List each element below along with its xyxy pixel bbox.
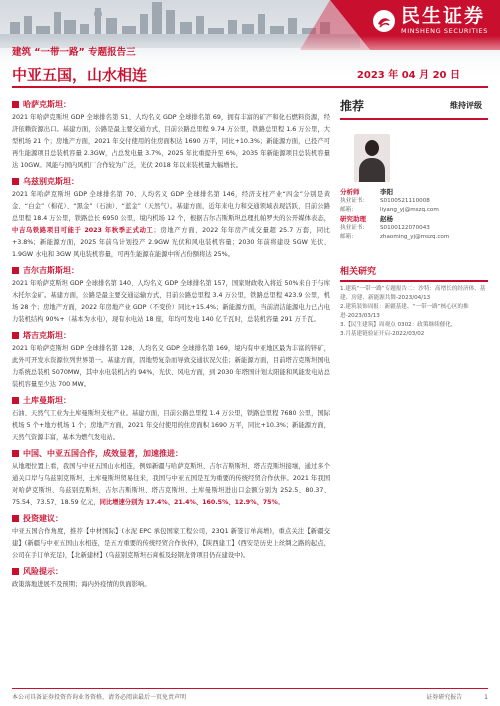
section-title: 哈萨克斯坦： <box>23 100 71 109</box>
logo-icon <box>372 9 396 33</box>
section-bullet-icon <box>12 397 19 404</box>
section-bullet-icon <box>12 267 19 274</box>
section-bullet-icon <box>12 450 19 457</box>
cert-label: 执业证书： <box>340 198 368 204</box>
title-divider <box>12 86 488 88</box>
related-link[interactable]: 2.建筑装饰周报：新疆基建、“一带一路”核心区的推进-2023/03/13 <box>340 304 469 319</box>
section-paragraph: 2021 年哈萨克斯坦 GDP 全球排名第 140、人均名义 GDP 全球排名第 157，国家财政收入将近 50%来自于与库木托尔金矿。基建方面，公路是最主要交通运输方式，目前公路总里程 3.4 万公里，铁路总里程 423.9 公里，机场 28 个；房地产方面，2022 年房地产业 GDP（不变价）同比+15.4%；新能源方面，当前清洁能源电力已占电力装机结构 90%+（基本为水电），现有水电站 18 座，年均可发电 140 亿千瓦时，总装机容量 291 万千瓦。 <box>12 280 330 323</box>
analyst-photo-block <box>340 134 488 186</box>
email-label: 邮箱： <box>340 207 357 213</box>
rating-status: 维持评级 <box>450 101 482 110</box>
section-bullet-icon <box>12 332 19 339</box>
analyst-name: 赵杨 <box>380 215 393 223</box>
section-title: 风险提示： <box>23 567 63 576</box>
section-paragraph: 2021 年哈萨克斯坦 GDP 全球排名第 128、人均名义 GDP 全球排名第 169，境内有中亚地区最为丰富的锌矿，此外可开发水资源位列世界第一。基建方面，因地势复杂而导致交通状况欠佳；新能源方面，目前塔吉克斯坦国电力系统总装机 5070MW，其中水电装机占约 94%，光伏、风电方面，到 2030 年塔国计划太阳能和风能发电站总装机容量至少达 700 MW。 <box>12 345 330 388</box>
section-paragraph <box>12 189 330 261</box>
footer-brand: 证券研究报告 <box>426 694 463 701</box>
analyst-email-link[interactable]: liyang_yj@mszq.com <box>380 207 439 213</box>
section-title: 投资建议： <box>23 514 63 523</box>
analyst-role: 分析师 <box>340 188 360 196</box>
email-label: 邮箱： <box>340 234 357 240</box>
related-research-list <box>340 285 488 339</box>
logo-text-cn: 民生证券 <box>401 5 486 27</box>
disclaimer: 本公司具备证券投资咨询业务资格，请务必阅读最后一页免责声明 <box>12 694 187 701</box>
section-paragraph: 中亚五国合作角度，推荐【中材国际】(水泥 EPC 承包国家工程公司，23Q1 新签订单高增)，重点关注【新疆交建】(新疆与中亚五国山水相连，是五方重要的传统经贸合作伙伴)，【陕西建工】(西安是历史上丝绸之路的起点，公司在手订单充足)，【北新建材】(乌兹别克斯坦石膏板及轻钢龙骨项目仍在建设中)。 <box>12 528 330 559</box>
section-paragraph: 2021 年哈萨克斯坦 GDP 全球排名第 51、人均名义 GDP 全球排名第 69，拥有丰富的矿产和化石燃料资源，经济依赖资源出口。基建方面，公路是最主要交通方式，目前公路总里程 9.74 万公里，铁路总里程 1.6 万公里，大型机场 21 个；房地产方面，2021 年交付使用的住房面积达 1690 万平，同比+10.3%；新能源方面，已投产可再生能源项目总装机容量 2.3GW，占总发电量 3.7%，2025 年比重提升至 6%，2035 年新能源项目总装机容量达 10GW。风能与国内风机厂合作较为广泛，光伏 2018 年以来装机量大幅增长。 <box>12 114 330 169</box>
section-title: 中国、中亚五国合作，成效显著，加速推进： <box>23 449 183 458</box>
paragraph-text: 从地理位置上看，我国与中亚五国山水相连，例如新疆与哈萨克斯坦、吉尔吉斯斯坦、塔吉克斯坦接壤，通过多个通关口岸与乌兹别克斯坦、土库曼斯坦贸易往来，我国与中亚五国是互为重要的传统经贸合作伙伴。2021 年我国对哈萨克斯坦、乌兹别克斯坦、吉尔吉斯斯坦、塔吉克斯坦、土库曼斯坦进出口金额分别为 252.5、80.37、75.54、73.57、18.59 亿元， <box>12 463 330 506</box>
section-bullet-icon <box>12 515 19 522</box>
page-footer <box>12 688 488 701</box>
section-heading <box>12 99 330 110</box>
cert-number: S0100122070043 <box>380 225 430 231</box>
section-title: 乌兹别克斯坦： <box>23 177 79 186</box>
highlight-text: 中吉乌铁路项目可能于 2023 年秋季正式动工 <box>12 227 154 234</box>
cert-number: S0100521110008 <box>380 198 430 204</box>
logo-text-en: MINSHENG SECURITIES <box>401 27 488 35</box>
recommendation: 推荐 <box>340 99 365 113</box>
related-link[interactable]: 1.建筑“一带一路”专题报告二：沙特：高增长的经济体、基建、房建、新能源共舞-2023/04/13 <box>340 286 486 301</box>
page-title: 中亚五国，山水相连 <box>12 66 148 84</box>
rating-bar <box>340 97 488 120</box>
paragraph-text: 。 <box>277 499 285 506</box>
section-title: 土库曼斯坦： <box>23 396 71 405</box>
avatar <box>354 134 390 182</box>
section-bullet-icon <box>12 568 19 575</box>
page-number: 1 <box>484 694 488 701</box>
section-paragraph: 石油、天然气工业为土库曼斯坦支柱产业。基建方面，目前公路总里程 1.4 万公里，铁路总里程 7680 公里，国际机场 5 个+地方机场 1 个；房地产方面，2021 年交付使用的住房面积 1690 万平，同比+10.3%；新能源方面，天然气资源丰富，基本为燃气发电站。 <box>12 410 330 441</box>
section-heading <box>12 566 330 577</box>
section-heading <box>12 448 330 459</box>
section-title: 塔吉克斯坦： <box>23 331 71 340</box>
analyst-name: 李阳 <box>380 188 393 196</box>
section-title: 吉尔吉斯斯坦： <box>23 266 79 275</box>
analyst-info <box>340 188 488 242</box>
section-paragraph: 政策落地进展不及预期；海内外疫情的负面影响。 <box>12 581 151 588</box>
sidebar <box>340 97 488 339</box>
section-heading <box>12 176 330 187</box>
section-paragraph <box>12 461 330 509</box>
paragraph-text: ；房地产方面，2022 年年房产成交量超 25.7 万套，同比+3.8%；新能源方面，2025 年前乌计划投产 2.9GW 光伏和风电装机容量；2030 年前将建设 5GW 光伏、1.9GW 水电和 3GW 风电装机容量，可再生能源在能源中所占份额将达 25%。 <box>12 227 330 258</box>
related-research-title: 相关研究 <box>340 264 488 282</box>
report-date: 2023 年 04 月 20 日 <box>356 70 460 81</box>
section-heading <box>12 265 330 276</box>
section-heading <box>12 395 330 406</box>
brand-logo <box>372 6 488 36</box>
section-heading <box>12 330 330 341</box>
section-heading <box>12 513 330 524</box>
paragraph-text: 2021 年哈萨克斯坦 GDP 全球排名第 70、人均名义 GDP 全球排名第 146，经济支柱产业“四金”分别是黄金、“白金”（棉花）、“黑金”（石油）、“蓝金”（天然气）。基建方面，近年来电力和交通领域表现活跃，目前公路总里程 18.4 万公里，铁路总长 6950 公里，境内机场 12 个，根据吉尔吉斯斯坦总理扎帕罗夫的公开媒体表态， <box>12 191 330 222</box>
highlight-text: 同比增速分别为 17.4%、21.4%、160.5%、12.9%、75% <box>99 499 278 506</box>
related-link[interactable]: 3.【民生建筑】周观点 0302：政策继续催化， <box>340 322 457 328</box>
analyst-email-link[interactable]: zhaoming_yj@mszq.com <box>380 234 450 240</box>
report-body <box>12 97 330 595</box>
report-series: 建筑 “一带一路” 专题报告三 <box>12 47 136 58</box>
analyst-role: 研究助理 <box>340 215 366 223</box>
section-bullet-icon <box>12 178 19 185</box>
section-bullet-icon <box>12 101 19 108</box>
cert-label: 执业证书： <box>340 225 368 231</box>
related-link[interactable]: 3.月基建链验证开启-2022/03/02 <box>340 331 425 337</box>
